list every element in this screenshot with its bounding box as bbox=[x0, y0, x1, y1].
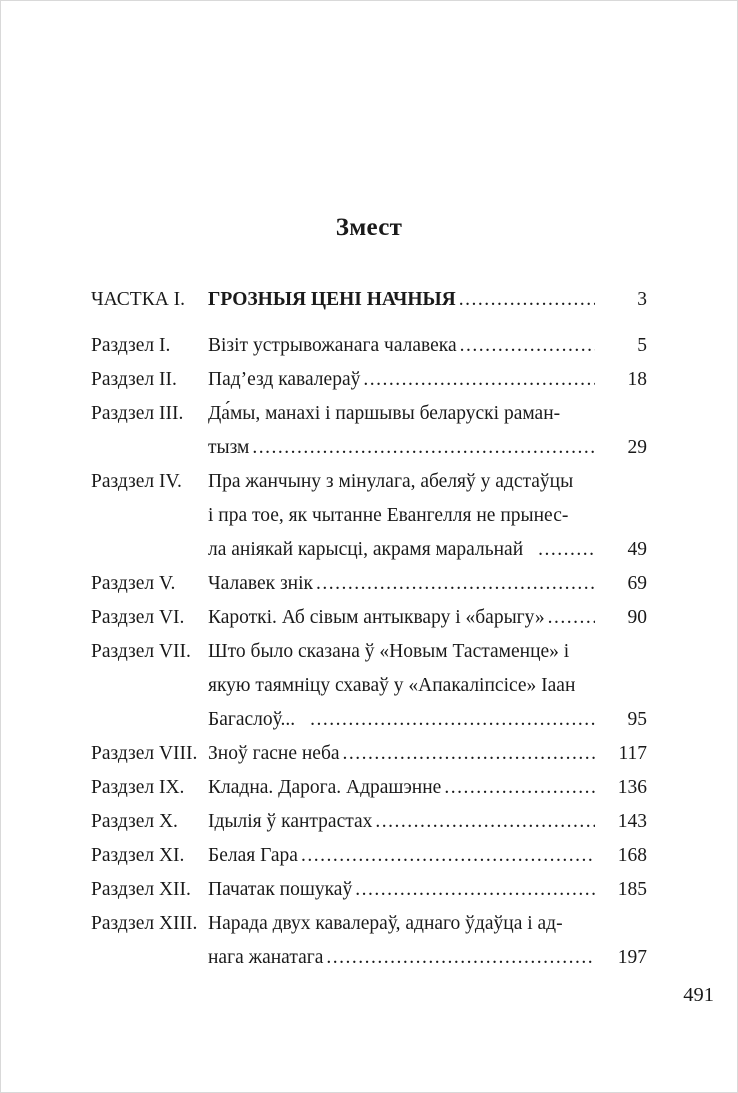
toc-entry bbox=[91, 601, 647, 635]
chapter-title-continuation: ла аніякай карысці, акрамя маральнай bbox=[208, 539, 524, 560]
chapter-label: Раздзел VI. bbox=[91, 607, 185, 628]
dot-leader bbox=[457, 329, 595, 363]
chapter-title: Пачатак пошукаў bbox=[208, 879, 353, 900]
chapter-title-continuation: нага жанатага bbox=[208, 947, 324, 968]
chapter-page-number: 185 bbox=[617, 879, 647, 900]
toc-entry bbox=[91, 329, 647, 363]
dot-leader bbox=[298, 839, 595, 873]
toc-entry bbox=[91, 805, 647, 839]
toc-entry-continuation bbox=[91, 533, 647, 567]
chapter-page-number: 90 bbox=[627, 607, 647, 628]
contents-title: Змест bbox=[335, 214, 403, 241]
toc-entry bbox=[91, 465, 647, 499]
chapter-page-number: 168 bbox=[617, 845, 647, 866]
chapter-title: Да́мы, манахі і паршывы беларускі раман- bbox=[208, 403, 561, 424]
toc-entry bbox=[91, 635, 647, 669]
toc-entry bbox=[91, 567, 647, 601]
toc-entry-continuation bbox=[91, 669, 647, 703]
chapter-title: Белая Гара bbox=[208, 845, 298, 866]
dot-leader bbox=[249, 431, 595, 465]
chapter-title: Кароткі. Аб сівым антыквару і «барыгу» bbox=[208, 607, 545, 628]
page-folio-number: 491 bbox=[683, 984, 714, 1006]
toc-entry bbox=[91, 397, 647, 431]
toc-entry bbox=[91, 907, 647, 941]
toc-part-entry bbox=[91, 283, 647, 317]
dot-leader bbox=[523, 533, 595, 567]
dot-leader bbox=[372, 805, 595, 839]
dot-leader bbox=[313, 567, 595, 601]
chapter-label: Раздзел VIII. bbox=[91, 743, 198, 764]
page-content bbox=[91, 1, 647, 975]
chapter-label: Раздзел II. bbox=[91, 369, 177, 390]
chapter-page-number: 143 bbox=[617, 811, 647, 832]
dot-leader bbox=[456, 283, 595, 317]
chapter-title: Нарада двух кавалераў, аднаго ўдаўца і ад- bbox=[208, 913, 563, 934]
toc-entry-continuation bbox=[91, 703, 647, 737]
chapter-label: Раздзел III. bbox=[91, 403, 184, 424]
chapter-label: Раздзел IV. bbox=[91, 471, 182, 492]
chapter-title: Зноў гасне неба bbox=[208, 743, 340, 764]
part-title: ГРОЗНЫЯ ЦЕНІ НАЧНЫЯ bbox=[208, 289, 456, 310]
chapter-title: Чалавек знік bbox=[208, 573, 314, 594]
chapter-title-continuation: тызм bbox=[208, 437, 250, 458]
dot-leader bbox=[545, 601, 595, 635]
toc-entry bbox=[91, 839, 647, 873]
dot-leader bbox=[441, 771, 595, 805]
part-label: ЧАСТКА I. bbox=[91, 289, 186, 310]
chapter-title: Што было сказана ў «Новым Тастаменце» і bbox=[208, 641, 570, 662]
chapter-page-number: 136 bbox=[617, 777, 647, 798]
chapter-page-number: 29 bbox=[627, 437, 647, 458]
chapter-title: Візіт устрывожанага чалавека bbox=[208, 335, 457, 356]
chapter-page-number: 117 bbox=[618, 743, 647, 764]
chapter-label: Раздзел I. bbox=[91, 335, 171, 356]
dot-leader bbox=[323, 941, 595, 975]
dot-leader bbox=[295, 703, 595, 737]
chapter-label: Раздзел XI. bbox=[91, 845, 185, 866]
chapter-page-number: 95 bbox=[627, 709, 647, 730]
chapter-title: Пад’езд кавалераў bbox=[208, 369, 361, 390]
chapter-title-continuation: якую таямніцу схаваў у «Апакаліпсісе» Іаан bbox=[208, 675, 576, 696]
chapter-label: Раздзел V. bbox=[91, 573, 176, 594]
toc-entry-continuation bbox=[91, 941, 647, 975]
chapter-title-continuation: Багаслоў... bbox=[208, 709, 296, 730]
chapter-title: Кладна. Дарога. Адрашэнне bbox=[208, 777, 442, 798]
chapter-label: Раздзел VII. bbox=[91, 641, 191, 662]
part-page-number: 3 bbox=[637, 289, 647, 310]
chapter-page-number: 69 bbox=[627, 573, 647, 594]
chapter-page-number: 5 bbox=[637, 335, 647, 356]
toc-entry bbox=[91, 363, 647, 397]
chapter-page-number: 197 bbox=[617, 947, 647, 968]
chapter-title-continuation: і пра тое, як чытанне Евангелля не прынес- bbox=[208, 505, 569, 526]
chapter-page-number: 18 bbox=[627, 369, 647, 390]
dot-leader bbox=[360, 363, 595, 397]
toc-entry bbox=[91, 737, 647, 771]
toc-entry-continuation bbox=[91, 499, 647, 533]
chapter-label: Раздзел XIII. bbox=[91, 913, 198, 934]
table-of-contents bbox=[91, 283, 647, 975]
chapter-label: Раздзел X. bbox=[91, 811, 178, 832]
toc-entry bbox=[91, 873, 647, 907]
dot-leader bbox=[352, 873, 595, 907]
toc-entry-continuation bbox=[91, 431, 647, 465]
chapter-label: Раздзел IX. bbox=[91, 777, 185, 798]
chapter-title: Пра жанчыну з мінулага, абеляў у адстаўцы bbox=[208, 471, 574, 492]
dot-leader bbox=[340, 737, 595, 771]
chapter-label: Раздзел XII. bbox=[91, 879, 191, 900]
toc-entry bbox=[91, 771, 647, 805]
chapter-page-number: 49 bbox=[627, 539, 647, 560]
chapter-title: Ідылія ў кантрастах bbox=[208, 811, 373, 832]
